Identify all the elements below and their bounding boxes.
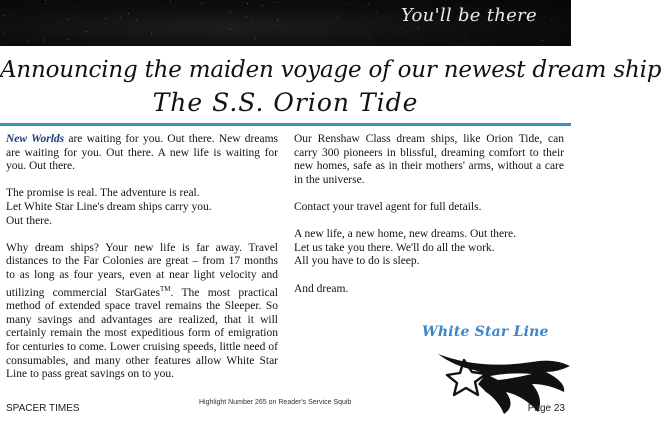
new-life-line-2: Let us take you there. We'll do all the work. bbox=[294, 241, 495, 254]
star-dot bbox=[86, 31, 87, 32]
why-text-b: . The most practical method of extended space travel remains the Sleeper. So many savings and advantages are realized, that it will certainly remain the most expeditious form of emigration for centuries to come. Lower cruising speeds, little need of consumables, and many other features allow White Star Line to pass great savings on to you. bbox=[6, 286, 278, 381]
star-dot bbox=[230, 12, 231, 13]
star-dot bbox=[247, 3, 248, 4]
star-dot bbox=[136, 19, 137, 20]
accent-rule bbox=[0, 123, 571, 126]
star-dot bbox=[67, 19, 68, 20]
headline: Announcing the maiden voyage of our newest dream ship bbox=[0, 57, 661, 83]
trademark: TM bbox=[159, 284, 171, 293]
new-life-line-1: A new life, a new home, new dreams. Out there. bbox=[294, 228, 516, 241]
star-dot bbox=[313, 21, 314, 22]
star-dot bbox=[262, 5, 263, 6]
banner-tagline: You'll be there bbox=[400, 5, 537, 26]
new-life-line-3: All you have to do is sleep. bbox=[294, 255, 420, 268]
star-dot bbox=[170, 1, 171, 2]
star-dot bbox=[151, 33, 152, 34]
promise-line-2: Let White Star Line's dream ships carry you. bbox=[6, 200, 212, 213]
star-dot bbox=[67, 39, 68, 40]
publication-name: SPACER TIMES bbox=[6, 403, 80, 414]
why-text-a: Why dream ships? Your new life is far away. Travel distances to the Far Colonies are great – from 17 months to as long as four years, even at near light velocity and utilizing commercial StarGates bbox=[6, 241, 278, 299]
star-dot bbox=[61, 21, 62, 22]
star-dot bbox=[13, 14, 14, 15]
promise-paragraph bbox=[6, 187, 278, 228]
star-dot bbox=[365, 5, 366, 6]
contact-paragraph: Contact your travel agent for full details. bbox=[294, 200, 482, 213]
star-dot bbox=[76, 7, 77, 8]
star-dot bbox=[418, 28, 419, 29]
star-dot bbox=[376, 12, 377, 13]
star-dot bbox=[551, 19, 552, 20]
star-dot bbox=[306, 14, 307, 15]
star-dot bbox=[255, 38, 256, 39]
star-dot bbox=[201, 3, 202, 4]
star-dot bbox=[105, 18, 106, 19]
star-dot bbox=[542, 40, 543, 41]
star-dot bbox=[337, 17, 338, 18]
reader-service-note: Highlight Number 265 on Reader's Service Squib bbox=[199, 399, 352, 406]
star-dot bbox=[4, 33, 5, 34]
intro-paragraph bbox=[6, 133, 278, 174]
star-dot bbox=[252, 19, 253, 20]
star-dot bbox=[401, 28, 402, 29]
and-dream-paragraph: And dream. bbox=[294, 282, 349, 295]
star-dot bbox=[276, 2, 277, 3]
star-dot bbox=[46, 3, 47, 4]
new-life-paragraph bbox=[294, 228, 564, 269]
star-dot bbox=[246, 16, 247, 17]
logo-text: White Star Line bbox=[422, 324, 549, 340]
star-dot bbox=[44, 40, 45, 41]
star-dot bbox=[369, 38, 370, 39]
star-dot bbox=[28, 41, 29, 42]
lede: New Worlds bbox=[6, 133, 65, 145]
left-column bbox=[6, 133, 278, 395]
star-dot bbox=[132, 32, 133, 33]
renshaw-paragraph: Our Renshaw Class dream ships, like Orion Tide, can carry 300 pioneers in blissful, dreaming comfort to their new homes, safe as in their mothers' arms, without a care in the universe. bbox=[294, 133, 564, 186]
white-star-line-logo bbox=[420, 322, 572, 416]
star-dot bbox=[43, 38, 44, 39]
star-dot bbox=[349, 3, 350, 4]
star-dot bbox=[128, 13, 129, 14]
star-dot bbox=[120, 17, 121, 18]
star-dot bbox=[274, 24, 275, 25]
why-dream-ships-paragraph bbox=[6, 242, 278, 382]
intro-text: are waiting for you. Out there. New dreams are waiting for you. Out there. A new life is waiting for you. Out there. bbox=[6, 133, 279, 173]
star-dot bbox=[3, 15, 4, 16]
right-column bbox=[294, 133, 564, 310]
starfield-banner bbox=[0, 0, 571, 46]
star-dot bbox=[252, 3, 253, 4]
star-dot bbox=[131, 29, 132, 30]
star-dot bbox=[277, 19, 278, 20]
promise-line-1: The promise is real. The adventure is real. bbox=[6, 187, 200, 200]
ship-name-title: The S.S. Orion Tide bbox=[152, 88, 419, 117]
star-dot bbox=[45, 0, 46, 1]
star-dot bbox=[230, 29, 231, 30]
star-dot bbox=[273, 2, 274, 3]
star-dot bbox=[368, 3, 369, 4]
page-number: Page 23 bbox=[527, 403, 565, 414]
promise-line-3: Out there. bbox=[6, 214, 52, 227]
star-dot bbox=[465, 37, 466, 38]
